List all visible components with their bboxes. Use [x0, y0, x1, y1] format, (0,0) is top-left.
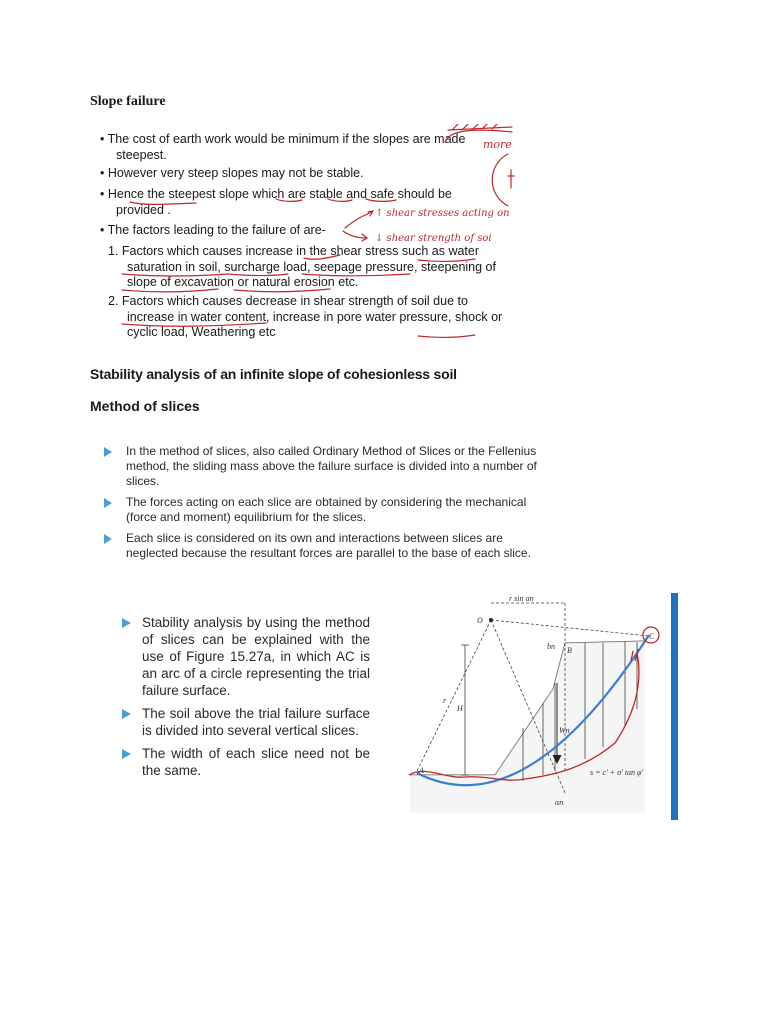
figure-side-bar: [671, 593, 678, 820]
list-text: Factors which causes decrease in shear strength of soil due to: [121, 294, 468, 308]
bullet-mark: •: [100, 223, 105, 237]
slide-bullet-text: The forces acting on each slice are obtained by considering the mechanical (force and moment) equilibrium for the slices.: [126, 495, 527, 524]
bullet-text: The cost of earth work would be minimum if the slopes are made: [107, 132, 466, 146]
shear-strength-formula: s = c' + σ' tan φ': [590, 768, 644, 777]
triangle-bullet-icon: [122, 709, 131, 719]
bullet-text: Hence the steepest slope which are stable and safe should be: [107, 187, 452, 201]
slide-bullet-text: Stability analysis by using the method of slices can be explained with the use of Figure 15.27a, in which AC is an arc of a circle representing the trial failure surface.: [142, 615, 370, 698]
list-text: increase in water content, increase in pore water pressure, shock or: [127, 309, 503, 324]
bullet-mark: •: [100, 132, 105, 146]
slide-bullet-text: Each slice is considered on its own and interactions between slices are neglected because the resultant forces are parallel to the base of each slice.: [126, 531, 531, 560]
list-text: saturation in soil, surcharge load, seepage pressure, steepening of: [127, 259, 496, 274]
heading-infinite-slope: Stability analysis of an infinite slope of cohesionless soil: [90, 366, 457, 382]
stability-analysis-slide: [120, 614, 370, 785]
point-b-label: B: [567, 646, 572, 655]
bullet-text: The factors leading to the failure of are-: [107, 223, 326, 237]
list-number: 1.: [108, 244, 119, 258]
slide-bullet-text: The width of each slice need not be the same.: [142, 746, 370, 778]
slide-bullet: [120, 745, 370, 779]
bullet-mark: •: [100, 187, 105, 201]
slide-bullet-text: In the method of slices, also called Ordinary Method of Slices or the Fellenius method, the sliding mass above the failure surface is divided into a number of slices.: [126, 444, 537, 488]
handwritten-note-more: more: [483, 138, 512, 151]
height-label: H: [457, 704, 463, 713]
list-text: slope of excavation or natural erosion etc.: [127, 275, 359, 289]
point-o-label: O: [477, 616, 483, 625]
bullet-text: steepest.: [116, 147, 167, 162]
list-text: Factors which causes increase in the shear stress such as water: [121, 244, 480, 258]
point-a-label: A: [419, 766, 424, 775]
slide-bullet: [104, 444, 554, 489]
method-of-slices-slide: [104, 444, 554, 567]
slide-bullet: [104, 495, 554, 525]
handwritten-note-stress: ↑ shear stresses acting on: [375, 208, 510, 219]
slide-bullet: [104, 531, 554, 561]
center-point: [489, 618, 493, 622]
r-sin-label: r sin αn: [509, 594, 534, 603]
wn-label: Wn: [559, 726, 570, 735]
bn-label: bn: [547, 642, 555, 651]
alpha-label: αn: [555, 798, 564, 807]
handwritten-note-strength: ↓ shear strength of soi: [375, 233, 492, 244]
slide-bullet: [120, 705, 370, 739]
slide-bullet: [120, 614, 370, 699]
slide-bullet-text: The soil above the trial failure surface is divided into several vertical slices.: [142, 706, 370, 738]
handwritten-annotations: [100, 124, 515, 344]
list-number: 2.: [108, 294, 119, 308]
slope-failure-slide: [100, 124, 515, 344]
list-text: cyclic load, Weathering etc: [127, 325, 276, 339]
triangle-bullet-icon: [104, 534, 112, 544]
bullet-mark: •: [100, 166, 105, 180]
point-c-label: C: [649, 632, 655, 641]
bullet-text: provided .: [116, 202, 171, 217]
heading-method-of-slices: Method of slices: [90, 398, 200, 414]
triangle-bullet-icon: [104, 498, 112, 508]
page-title: Slope failure: [90, 94, 166, 109]
slice-method-figure: [405, 593, 678, 820]
radius-label: r: [443, 696, 447, 705]
triangle-bullet-icon: [122, 618, 131, 628]
bullet-text: However very steep slopes may not be stable.: [107, 166, 364, 180]
triangle-bullet-icon: [104, 447, 112, 457]
triangle-bullet-icon: [122, 749, 131, 759]
